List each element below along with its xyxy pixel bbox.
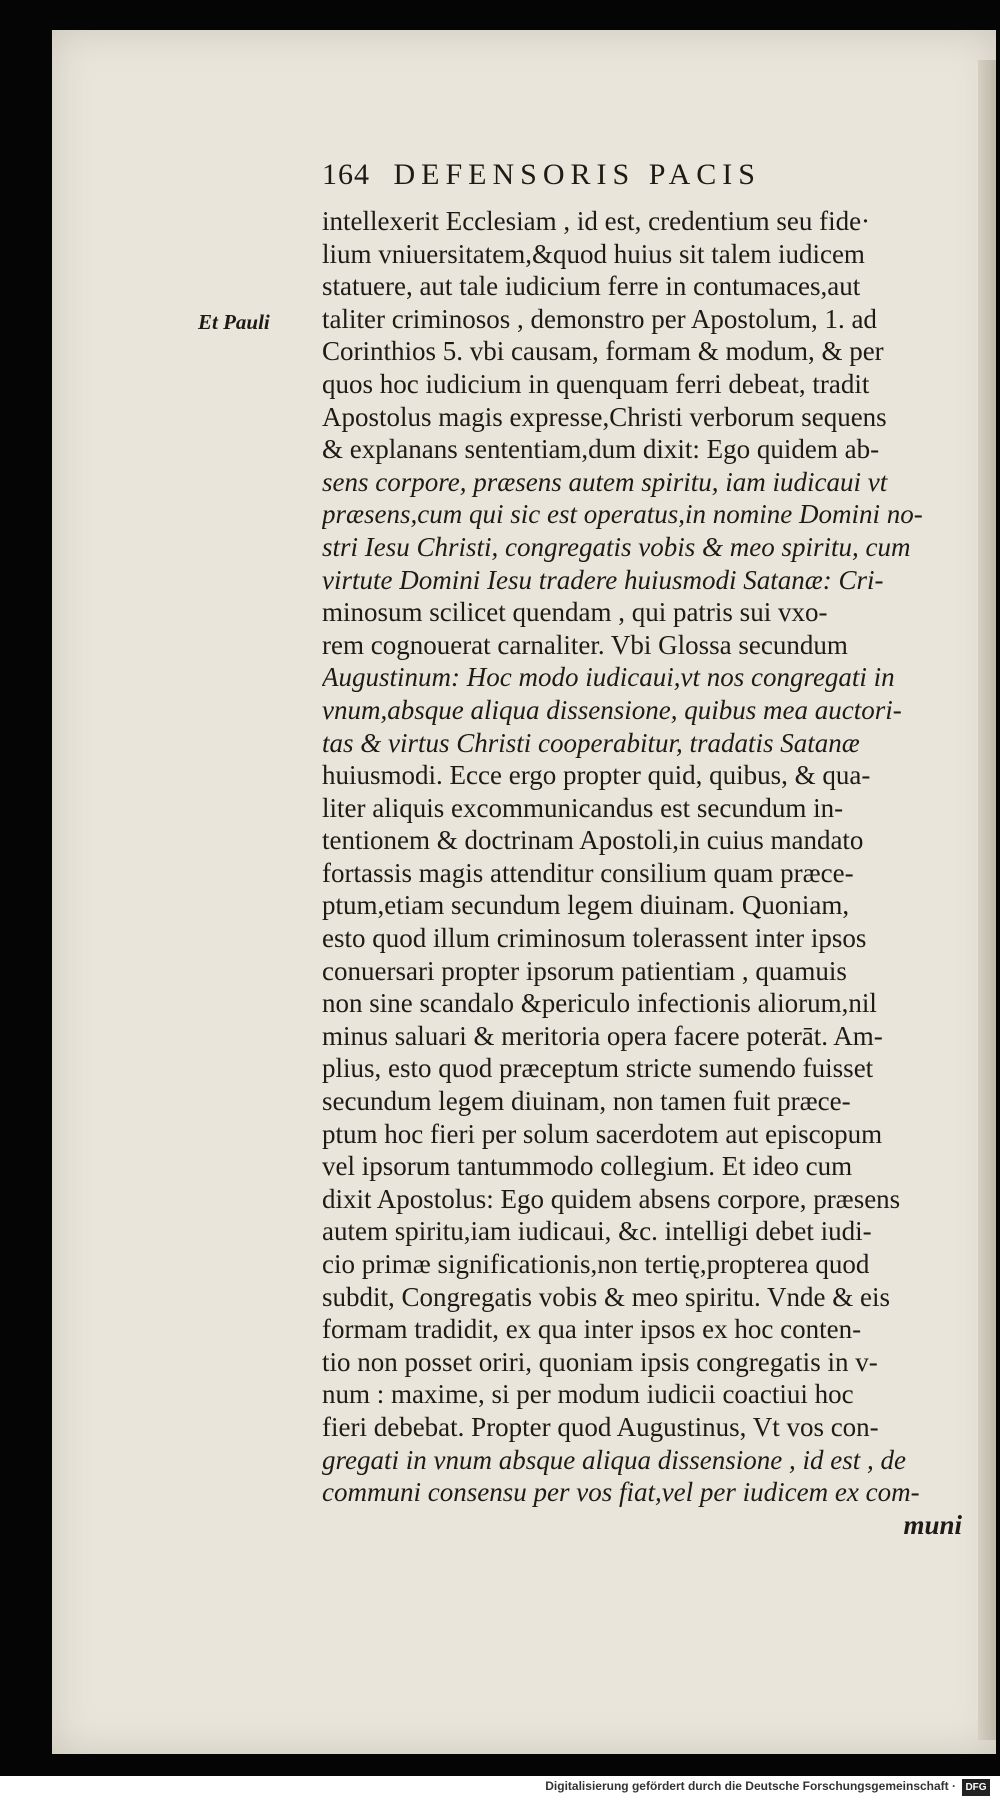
text-line: Corinthios 5. vbi causam, formam & modum, & per (322, 336, 884, 367)
text-line: lium vniuersitatem,&quod huius sit talem iudicem (322, 238, 865, 269)
dfg-logo: DFG (962, 1779, 990, 1796)
running-title: DEFENSORIS PACIS (393, 158, 761, 191)
text-line: tas & virtus Christi cooperabitur, tradatis Satanæ (322, 727, 860, 758)
text-line: tentionem & doctrinam Apostoli,in cuius mandato (322, 825, 864, 856)
text-line: stri Iesu Christi, congregatis vobis & meo spiritu, cum (322, 531, 911, 562)
text-line: fieri debebat. Propter quod Augustinus, Vt vos con- (322, 1411, 879, 1442)
text-line: esto quod illum criminosum tolerassent inter ipsos (322, 923, 867, 954)
footer-bar (0, 1776, 1000, 1800)
text-line: & explanans sententiam,dum dixit: Ego quidem ab- (322, 434, 880, 465)
body-text (322, 205, 962, 1541)
text-line: præsens,cum qui sic est operatus,in nomine Domini no- (322, 499, 923, 530)
text-line: ptum,etiam secundum legem diuinam. Quoniam, (322, 890, 850, 921)
margin-note: Et Pauli (198, 310, 270, 334)
text-line: huiusmodi. Ecce ergo propter quid, quibus, & qua- (322, 760, 871, 791)
running-head (322, 158, 902, 192)
text-line: conuersari propter ipsorum patientiam , quamuis (322, 955, 847, 986)
text-line: sens corpore, præsens autem spiritu, iam iudicaui vt (322, 466, 888, 497)
text-line: Apostolus magis expresse,Christi verborum sequens (322, 401, 887, 432)
text-line: liter aliquis excommunicandus est secundum in- (322, 792, 844, 823)
text-line: dixit Apostolus: Ego quidem absens corpore, præsens (322, 1183, 901, 1214)
text-line: cio primæ significationis,non tertię,propterea quod (322, 1249, 870, 1279)
text-line: vnum,absque aliqua dissensione, quibus mea auctori- (322, 694, 902, 725)
text-line: ptum hoc fieri per solum sacerdotem aut episcopum (322, 1118, 883, 1149)
text-line: vel ipsorum tantummodo collegium. Et ideo cum (322, 1151, 853, 1182)
text-line: gregati in vnum absque aliqua dissensione , id est , de (322, 1444, 906, 1475)
text-line: formam tradidit, ex qua inter ipsos ex hoc conten- (322, 1314, 862, 1345)
text-line: taliter criminosos , demonstro per Apostolum, 1. ad (322, 303, 877, 334)
text-line: subdit, Congregatis vobis & meo spiritu. Vnde & eis (322, 1281, 890, 1312)
text-line: rem cognouerat carnaliter. Vbi Glossa secundum (322, 629, 848, 660)
text-line: plius, esto quod præceptum stricte sumendo fuisset (322, 1053, 874, 1084)
text-line: statuere, aut tale iudicium ferre in contumaces,aut (322, 271, 861, 302)
text-line: num : maxime, si per modum iudicii coactiui hoc (322, 1379, 854, 1410)
text-line: secundum legem diuinam, non tamen fuit præce- (322, 1086, 851, 1117)
catchword: muni (903, 1509, 962, 1540)
page-number: 164 (322, 158, 370, 191)
text-line: autem spiritu,iam iudicaui, &c. intelligi debet iudi- (322, 1216, 872, 1247)
text-line: minosum scilicet quendam , qui patris sui vxo- (322, 597, 828, 628)
text-line: quos hoc iudicium in quenquam ferri debeat, tradit (322, 368, 870, 399)
footer-credit: Digitalisierung gefördert durch die Deutsche Forschungsgemeinschaft · (545, 1779, 956, 1793)
text-line: intellexerit Ecclesiam , id est, credentium seu fide· (322, 206, 871, 236)
text-line: virtute Domini Iesu tradere huiusmodi Satanæ: Cri- (322, 564, 884, 595)
text-line: Augustinum: Hoc modo iudicaui,vt nos congregati in (322, 662, 895, 693)
text-line: minus saluari & meritoria opera facere poterāt. Am- (322, 1020, 883, 1051)
page-edge (978, 60, 996, 1740)
text-line: fortassis magis attenditur consilium quam præce- (322, 857, 854, 888)
text-line: non sine scandalo &periculo infectionis aliorum,nil (322, 988, 877, 1019)
text-line: tio non posset oriri, quoniam ipsis congregatis in v- (322, 1346, 878, 1377)
text-line: communi consensu per vos fiat,vel per iudicem ex com- (322, 1477, 920, 1508)
